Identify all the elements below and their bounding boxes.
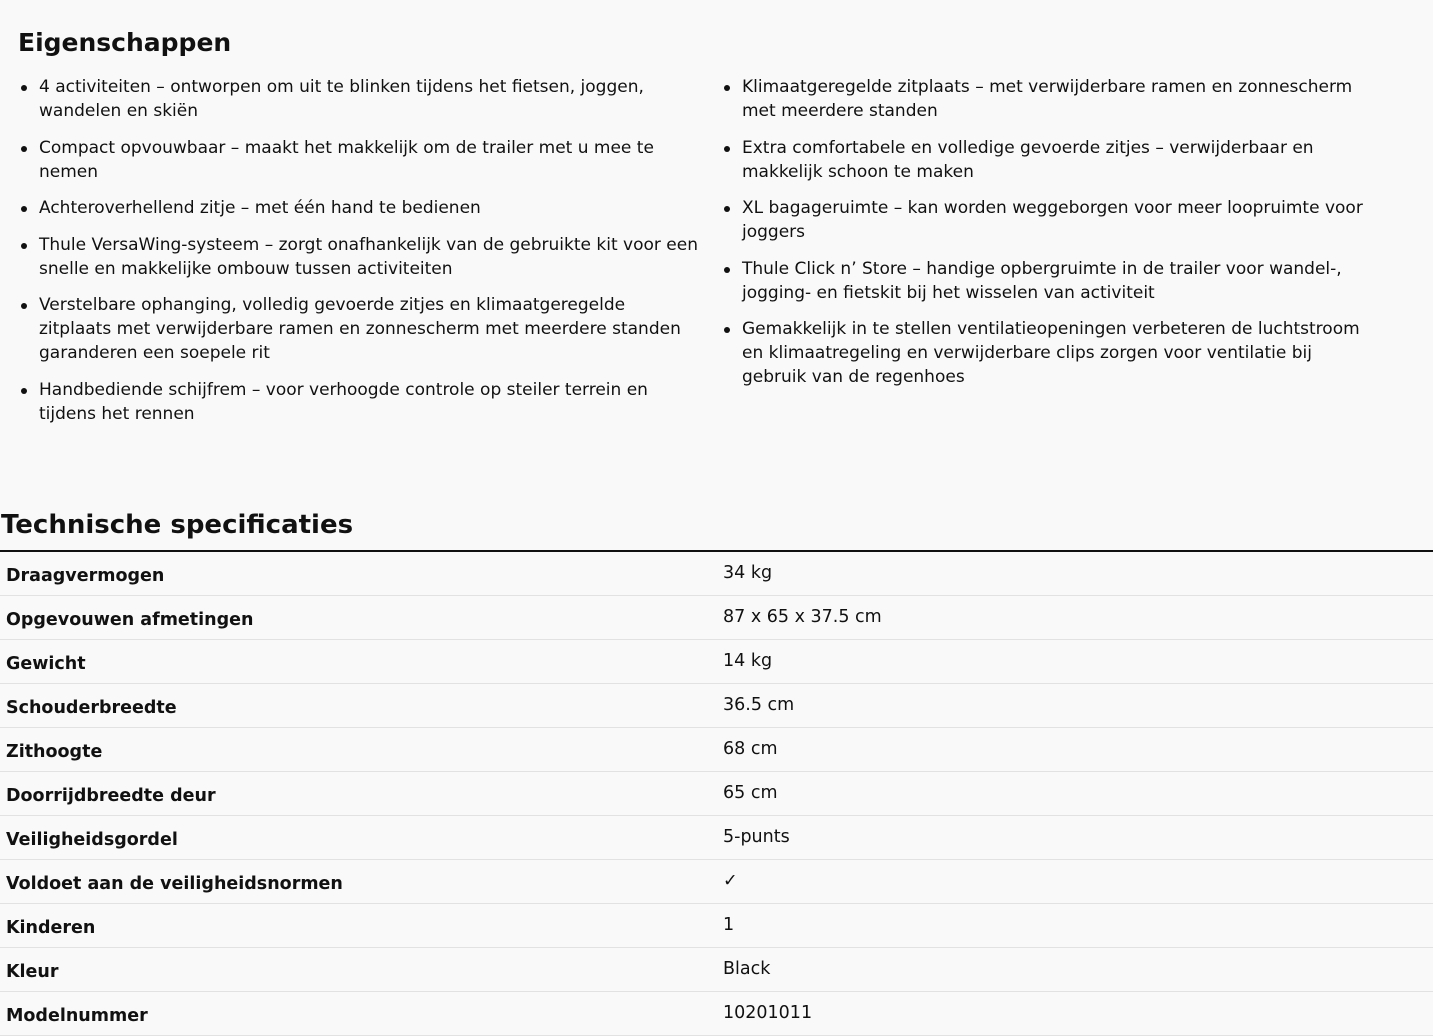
bullet-icon	[21, 146, 27, 152]
feature-item	[721, 75, 1381, 123]
bullet-icon	[21, 303, 27, 309]
check-icon: ✓	[723, 860, 1433, 904]
spec-row	[0, 948, 1433, 992]
bullet-icon	[21, 85, 27, 91]
spec-row	[0, 860, 1433, 904]
feature-text: Extra comfortabele en volledige gevoerde zitjes – verwijderbaar en makkelijk schoon te maken	[742, 137, 1314, 182]
spec-row	[0, 596, 1433, 640]
feature-item	[18, 233, 698, 281]
feature-item	[721, 317, 1381, 389]
spec-label: Kleur	[0, 948, 723, 992]
spec-value: 14 kg	[723, 640, 1433, 684]
feature-text: XL bagageruimte – kan worden weggeborgen voor meer loopruimte voor joggers	[742, 198, 1363, 242]
bullet-icon	[724, 85, 730, 91]
spec-row	[0, 640, 1433, 684]
feature-item	[18, 196, 698, 220]
spec-label: Draagvermogen	[0, 552, 723, 596]
spec-row	[0, 684, 1433, 728]
feature-item	[721, 257, 1381, 305]
features-list-left	[18, 75, 698, 438]
spec-row	[0, 552, 1433, 596]
feature-text: Klimaatgeregelde zitplaats – met verwijderbare ramen en zonnescherm met meerdere standen	[742, 77, 1353, 121]
feature-item	[18, 293, 698, 365]
spec-row	[0, 992, 1433, 1036]
feature-text: Compact opvouwbaar – maakt het makkelijk om de trailer met u mee te nemen	[39, 137, 654, 182]
feature-text: Gemakkelijk in te stellen ventilatieopeningen verbeteren de luchtstroom en klimaatregeling en verwijderbare clips zorgen voor ventilatie bij gebruik van de regenhoes	[742, 319, 1360, 387]
spec-label: Modelnummer	[0, 992, 723, 1036]
spec-value: 1	[723, 904, 1433, 948]
spec-label: Gewicht	[0, 640, 723, 684]
feature-text: Thule VersaWing-systeem – zorgt onafhankelijk van de gebruikte kit voor een snelle en makkelijke ombouw tussen activiteiten	[39, 234, 698, 279]
feature-item	[721, 196, 1381, 244]
bullet-icon	[21, 206, 27, 212]
spec-row	[0, 904, 1433, 948]
features-list-right	[721, 75, 1381, 438]
spec-label: Voldoet aan de veiligheidsnormen	[0, 860, 723, 904]
spec-row	[0, 816, 1433, 860]
feature-text: Verstelbare ophanging, volledig gevoerde zitjes en klimaatgeregelde zitplaats met verwijderbare ramen en zonnescherm met meerdere standen garanderen een soepele rit	[39, 295, 681, 363]
feature-item	[721, 136, 1381, 184]
feature-text: Achteroverhellend zitje – met één hand te bedienen	[39, 198, 481, 218]
bullet-icon	[724, 146, 730, 152]
spec-value: 36.5 cm	[723, 684, 1433, 728]
spec-row	[0, 728, 1433, 772]
feature-item	[18, 75, 698, 123]
bullet-icon	[21, 243, 27, 249]
spec-value: 87 x 65 x 37.5 cm	[723, 596, 1433, 640]
spec-label: Doorrijdbreedte deur	[0, 772, 723, 816]
feature-item	[18, 378, 698, 426]
feature-text: Handbediende schijfrem – voor verhoogde controle op steiler terrein en tijdens het rennen	[39, 379, 648, 424]
spec-label: Veiligheidsgordel	[0, 816, 723, 860]
spec-label: Opgevouwen afmetingen	[0, 596, 723, 640]
specs-table	[0, 552, 1433, 1036]
feature-item	[18, 136, 698, 184]
specs-heading: Technische specificaties	[0, 505, 1433, 552]
spec-value: 34 kg	[723, 552, 1433, 596]
spec-value: Black	[723, 948, 1433, 992]
feature-text: Thule Click n’ Store – handige opbergruimte in de trailer voor wandel-, jogging- en fietskit bij het wisselen van activiteit	[742, 258, 1342, 303]
features-heading: Eigenschappen	[18, 28, 232, 57]
features-section	[0, 0, 1433, 438]
feature-text: 4 activiteiten – ontworpen om uit te blinken tijdens het fietsen, joggen, wandelen en skiën	[39, 77, 644, 121]
bullet-icon	[724, 206, 730, 212]
spec-value: 68 cm	[723, 728, 1433, 772]
spec-value: 10201011	[723, 992, 1433, 1036]
specs-section	[0, 505, 1433, 1036]
bullet-icon	[724, 327, 730, 333]
spec-row	[0, 772, 1433, 816]
bullet-icon	[21, 388, 27, 394]
spec-value: 5-punts	[723, 816, 1433, 860]
spec-value: 65 cm	[723, 772, 1433, 816]
spec-label: Schouderbreedte	[0, 684, 723, 728]
spec-label: Kinderen	[0, 904, 723, 948]
spec-label: Zithoogte	[0, 728, 723, 772]
features-columns	[18, 75, 1415, 438]
bullet-icon	[724, 267, 730, 273]
